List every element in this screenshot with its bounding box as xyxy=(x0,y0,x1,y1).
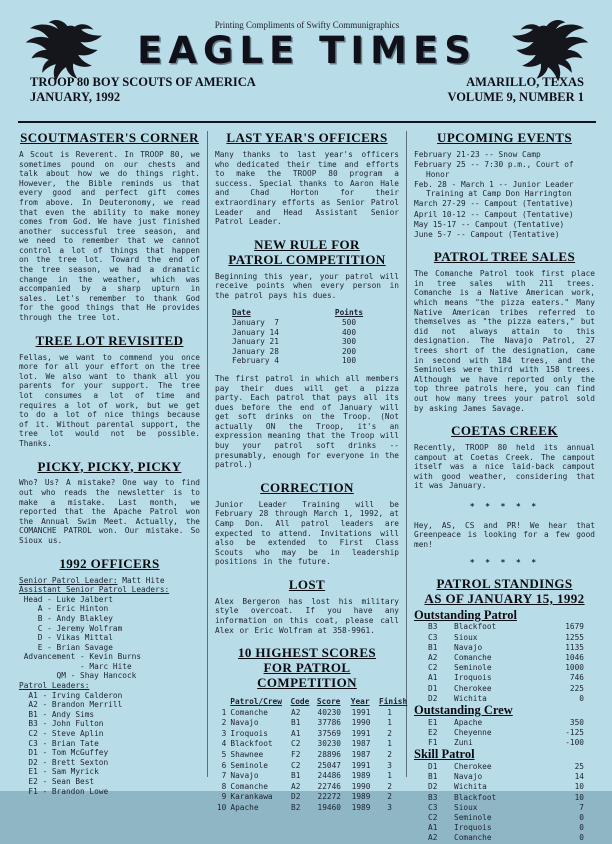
event-item: February 25 -- 7:30 p.m., Court of Honor xyxy=(414,160,574,179)
pl-label: Patrol Leaders: xyxy=(19,681,90,691)
high-score-row xyxy=(215,708,399,719)
score-cell: 22746 xyxy=(317,781,342,791)
section-picky xyxy=(19,460,200,546)
patrol-code: B3 xyxy=(428,622,438,632)
patrol-points: 1679 xyxy=(565,622,584,632)
crew-code: E1 xyxy=(428,717,438,727)
score-cell: 28896 xyxy=(317,750,342,760)
finish-cell: 1 xyxy=(387,718,392,728)
officer-line: A - Eric Hinton xyxy=(19,604,109,614)
section-new-rule xyxy=(215,238,399,470)
patrol-name: Blackfoot xyxy=(454,792,497,802)
issue-date: JANUARY, 1992 xyxy=(30,89,121,104)
dues-table xyxy=(232,308,382,366)
score-cell: 24486 xyxy=(317,771,342,781)
patrol-code: D2 xyxy=(428,782,438,792)
officer-line: B - Andy Blakley xyxy=(19,613,113,623)
crew-points: 350 xyxy=(569,717,584,727)
rank-cell: 7 xyxy=(221,771,227,781)
standings-group-title: Skill Patrol xyxy=(414,747,475,762)
standings-row xyxy=(414,823,595,833)
crew-name: Apache xyxy=(454,717,483,727)
officer-line: D - Vikas Mittal xyxy=(19,633,113,643)
event-item: April 10-12 -- Campout (Tentative) xyxy=(414,209,574,219)
column-left xyxy=(12,130,207,796)
standings-row xyxy=(414,673,595,683)
standings-row xyxy=(414,728,595,738)
section-body: A Scout is Reverent. In TROOP 80, we sometimes pound on our chests and talk about how we do things right. However, the Bible reminds us that every good and perfect gift comes from above. In Deuteronomy, we read that even the ability to make money comes from God. We have just finished another successful tree season, and we need to remember that we cannot control a lot of things that happen on the tree lot. Toward the end of the tree season, we had a dramatic change in the weather, which was accompanied by a sharp upturn in sales. Let's remember to thank God for the good things that He provides through the tree lot. xyxy=(19,149,200,323)
score-cell: 37569 xyxy=(317,728,342,738)
high-scores-header-row xyxy=(215,697,408,708)
patrol-cell: Iroquois xyxy=(230,728,268,738)
crew-name: Zuni xyxy=(454,738,473,748)
standings-row xyxy=(414,663,595,673)
finish-header: Finish xyxy=(379,697,408,707)
patrol-points: 225 xyxy=(569,683,584,693)
code-cell: C2 xyxy=(291,760,301,770)
aspl-list xyxy=(19,595,200,681)
patrol-name: Comanche xyxy=(454,653,492,663)
patrol-cell: Navajo xyxy=(230,771,259,781)
rank-header xyxy=(215,697,230,708)
patrol-points: 1135 xyxy=(565,642,584,652)
officer-line: - Marc Hite xyxy=(19,661,132,671)
section-body: Alex Bergeron has lost his military style overcoat. If you have any information on this coat, please call Alex or Eric Wolfram at 358-9961. xyxy=(215,596,399,635)
officer-line: C2 - Steve Aplin xyxy=(19,729,104,739)
stars-separator: * * * * * xyxy=(469,558,540,568)
section-high-scores xyxy=(215,645,408,813)
high-scores-rows xyxy=(215,708,399,814)
patrol-name: Sioux xyxy=(454,802,478,812)
event-item: March 27-29 -- Campout (Tentative) xyxy=(414,199,574,209)
code-cell: A1 xyxy=(291,728,301,738)
standings-row xyxy=(414,833,595,843)
rank-cell: 3 xyxy=(221,728,227,738)
high-score-row xyxy=(215,761,399,772)
standings-row xyxy=(414,643,595,653)
code-cell: A2 xyxy=(291,781,301,791)
section-body: Many thanks to last year's officers who dedicated their time and efforts to make the TROOP 80 program a success. Special thanks to Aaron Hale and Chad Horton for their extraordinary efforts as Senior Patrol Leader and Head Assistant Senior Patrol Leader. xyxy=(215,149,399,227)
score-cell: 40230 xyxy=(317,707,342,717)
column-middle xyxy=(207,130,408,812)
dues-rows xyxy=(232,318,382,366)
patrol-code: A2 xyxy=(428,833,438,843)
skill-patrol-rows xyxy=(414,762,595,844)
patrol-code: C3 xyxy=(428,802,438,812)
patrol-points: 0 xyxy=(579,693,584,703)
section-last-years-officers xyxy=(215,131,399,227)
patrol-name: Comanche xyxy=(454,833,492,843)
score-header: Score xyxy=(316,697,341,707)
section-title: CORRECTION xyxy=(260,479,354,495)
dues-points: 200 xyxy=(341,346,357,356)
dues-date: January 21 xyxy=(232,337,279,347)
patrol-points: 1255 xyxy=(565,632,584,642)
crew-points: -100 xyxy=(565,738,584,748)
patrol-name: Cherokee xyxy=(454,761,492,771)
standings-group-title: Outstanding Patrol xyxy=(414,607,517,622)
finish-cell: 1 xyxy=(387,739,392,749)
patrol-cell: Karankawa xyxy=(230,792,273,802)
code-cell: A2 xyxy=(291,707,301,717)
eagle-icon xyxy=(22,16,110,88)
rank-cell: 1 xyxy=(221,707,227,717)
section-title: PICKY, PICKY, PICKY xyxy=(37,458,182,474)
standings-row xyxy=(414,622,595,632)
code-cell: B2 xyxy=(291,803,301,812)
crew-code: E2 xyxy=(428,727,438,737)
finish-cell: 3 xyxy=(387,760,392,770)
section-title: LAST YEAR'S OFFICERS xyxy=(226,130,388,145)
year-cell: 1989 xyxy=(351,803,371,812)
patrol-name: Wichita xyxy=(454,782,487,792)
section-coetas-creek xyxy=(414,424,595,491)
section-title: SCOUTMASTER'S CORNER xyxy=(20,130,199,145)
section-title: LOST xyxy=(288,576,326,592)
standings-row xyxy=(414,633,595,643)
patrol-points: 25 xyxy=(574,761,584,771)
high-score-row xyxy=(215,792,399,803)
dues-points-header: Points xyxy=(334,308,364,318)
year-cell: 1991 xyxy=(351,728,371,738)
section-title: NEW RULE FOR PATROL COMPETITION xyxy=(228,236,386,267)
dues-points: 100 xyxy=(341,356,357,366)
officer-line: D1 - Tom McGuffey xyxy=(19,748,109,758)
dues-points: 300 xyxy=(341,337,357,347)
printer-credit: Printing Compliments of Swifty Communigraphics xyxy=(214,20,400,30)
patrol-cell: Comanche xyxy=(230,781,268,791)
officer-line: Head - Luke Jalbert xyxy=(19,594,113,604)
content-columns xyxy=(12,130,602,843)
event-item: Feb. 28 - March 1 -- Junior Leader Training at Camp Don Harrington xyxy=(414,179,574,199)
patrol-points: 1046 xyxy=(565,653,584,663)
patrol-code: D1 xyxy=(428,683,438,693)
rank-cell: 2 xyxy=(221,718,227,728)
patrol-code: A2 xyxy=(428,653,438,663)
patrol-points: 0 xyxy=(579,833,584,843)
section-title: PATROL TREE SALES xyxy=(433,249,576,265)
outstanding-crew-rows xyxy=(414,718,595,749)
code-cell: B1 xyxy=(291,771,301,781)
patrol-code: C2 xyxy=(428,812,438,822)
patrol-points: 1000 xyxy=(565,663,584,673)
officer-line: E1 - Sam Myrick xyxy=(19,767,99,777)
standings-row xyxy=(414,813,595,823)
dues-row xyxy=(232,328,382,338)
dues-row xyxy=(232,318,382,328)
standings-row xyxy=(414,762,595,772)
high-score-row xyxy=(215,771,399,782)
code-cell: D2 xyxy=(291,792,301,802)
section-title: COETAS CREEK xyxy=(451,423,558,439)
score-cell: 30230 xyxy=(317,739,342,749)
dues-points: 400 xyxy=(341,327,357,337)
section-lost xyxy=(215,578,399,635)
patrol-code: A1 xyxy=(428,673,438,683)
high-score-row xyxy=(215,729,399,740)
dues-date: January 7 xyxy=(232,317,279,327)
spl-label: Senior Patrol Leader: xyxy=(19,575,118,585)
patrol-cell: Comanche xyxy=(230,707,268,717)
section-title: PATROL STANDINGS AS OF JANUARY 15, 1992 xyxy=(424,576,585,606)
patrol-name: Sioux xyxy=(454,632,478,642)
patrol-name: Iroquois xyxy=(454,673,492,683)
masthead xyxy=(12,14,602,114)
finish-cell: 1 xyxy=(387,771,392,781)
dues-row xyxy=(232,347,382,357)
officer-line: QM - Shay Hancock xyxy=(19,671,137,681)
score-cell: 25047 xyxy=(317,760,342,770)
score-cell: 22272 xyxy=(317,792,342,802)
patrol-code: A1 xyxy=(428,823,438,833)
officer-line: B3 - John Fulton xyxy=(19,719,104,729)
standings-row xyxy=(414,653,595,663)
officer-line: E - Brian Savage xyxy=(19,642,113,652)
score-cell: 19460 xyxy=(317,803,342,812)
officer-line: A2 - Brandon Merrill xyxy=(19,700,123,710)
patrol-points: 10 xyxy=(574,792,584,802)
patrol-code: B3 xyxy=(428,792,438,802)
patrol-code: B1 xyxy=(428,772,438,782)
section-correction xyxy=(215,481,399,567)
crew-name: Cheyenne xyxy=(454,727,492,737)
patrol-name: Seminole xyxy=(454,812,492,822)
patrol-points: 14 xyxy=(574,772,584,782)
high-scores-table xyxy=(215,697,408,814)
crew-points: -125 xyxy=(565,727,584,737)
finish-cell: 3 xyxy=(387,803,392,812)
patrol-code: B1 xyxy=(428,642,438,652)
section-patrol-standings xyxy=(414,577,595,844)
section-title: 10 HIGHEST SCORES FOR PATROL COMPETITION xyxy=(237,645,377,691)
patrol-cell: Seminole xyxy=(230,760,268,770)
section-scoutmasters-corner xyxy=(19,131,200,323)
section-1992-officers xyxy=(19,557,200,797)
year-cell: 1991 xyxy=(351,707,371,717)
patrol-name: Iroquois xyxy=(454,823,492,833)
standings-row xyxy=(414,782,595,792)
patrol-cell: Navajo xyxy=(230,718,259,728)
score-cell: 37786 xyxy=(317,718,342,728)
patrol-code: D1 xyxy=(428,761,438,771)
section-body: Recently, TROOP 80 held its annual campout at Coetas Creek. The campout itself was a nice laid-back campout with good weather, considering that it was January. xyxy=(414,443,595,491)
greenpeace-note: Hey, AS, CS and PR! We hear that Greenpeace is looking for a few good men! xyxy=(414,520,595,549)
event-item: June 5-7 -- Campout (Tentative) xyxy=(414,229,560,239)
dues-header-row xyxy=(232,308,382,318)
patrol-cell: Blackfoot xyxy=(230,739,273,749)
section-title: 1992 OFFICERS xyxy=(59,555,160,571)
patrol-points: 0 xyxy=(579,812,584,822)
patrol-code: D2 xyxy=(428,693,438,703)
section-body: Fellas, we want to commend you once more for all your effort on the tree lot. We also want to thank all you parents for your support. The tree lot consumes a lot of time and requires a lot of work, but we get to do a lot of nice things because of it. Without parental support, the tree lot would not be possible. Thanks. xyxy=(19,352,200,448)
standings-row xyxy=(414,803,595,813)
outstanding-patrol-rows xyxy=(414,622,595,704)
year-cell: 1990 xyxy=(351,718,371,728)
code-cell: B1 xyxy=(291,718,301,728)
officer-line: C3 - Brian Tate xyxy=(19,738,99,748)
patrol-name: Navajo xyxy=(454,642,483,652)
event-item: May 15-17 -- Campout (Tentative) xyxy=(414,219,565,229)
officer-line: E2 - Sean Best xyxy=(19,777,95,786)
eagle-icon xyxy=(504,16,592,88)
masthead-divider xyxy=(18,121,596,123)
patrol-code: C3 xyxy=(428,632,438,642)
high-score-row xyxy=(215,739,399,750)
new-rule-intro: Beginning this year, your patrol will receive points when every person in the patrol pays his dues. xyxy=(215,271,399,300)
finish-cell: 2 xyxy=(387,750,392,760)
dues-points: 500 xyxy=(341,317,357,327)
patrol-points: 7 xyxy=(579,802,584,812)
rank-cell: 8 xyxy=(221,781,227,791)
dues-date: February 4 xyxy=(232,356,279,366)
patrol-header: Patrol/Crew xyxy=(230,697,282,707)
section-body: The Comanche Patrol took first place in tree sales with 211 trees. Comanche is a Native American work, which means "the pizza eaters." Many Native American tribes referred to themselves as "the pizza eaters," but did not always attain to this designation. The Navajo Patrol, 27 trees short of the designation, came in second with 184 trees, and the Seminoles were third with 158 trees. Although we have reported only the top three patrols here, you can find out how many trees your patrol sold by asking James Savage. xyxy=(414,269,595,413)
high-score-row xyxy=(215,803,399,814)
aspl-label: Assistant Senior Patrol Leaders: xyxy=(19,585,170,595)
code-cell: F2 xyxy=(291,750,301,760)
code-cell: C2 xyxy=(291,739,301,749)
rank-cell: 4 xyxy=(221,739,227,749)
section-body: Who? Us? A mistake? One way to find out who reads the newsletter is to make a mistake. Last month, we reported that the Apache Patrol won the Annual Swim Meet. Actually, the COMANCHE PATROL won. Our mistake. So Sioux us. xyxy=(19,478,200,545)
stars-separator: * * * * * xyxy=(469,502,540,512)
officer-line: Advancement - Kevin Burns xyxy=(19,652,142,662)
patrol-name: Navajo xyxy=(454,772,483,782)
newsletter-title: EAGLE TIMES xyxy=(137,29,477,72)
finish-cell: 1 xyxy=(387,707,392,717)
location-line: AMARILLO, TEXAS xyxy=(466,74,584,89)
rank-cell: 5 xyxy=(221,750,227,760)
year-cell: 1991 xyxy=(351,760,371,770)
patrol-name: Blackfoot xyxy=(454,622,497,632)
patrol-name: Cherokee xyxy=(454,683,492,693)
patrol-cell: Apache xyxy=(230,803,259,812)
patrol-name: Seminole xyxy=(454,663,492,673)
officer-line: B1 - Andy Sims xyxy=(19,709,95,719)
dues-date: January 14 xyxy=(232,327,279,337)
high-score-row xyxy=(215,782,399,793)
year-cell: 1987 xyxy=(351,750,371,760)
section-upcoming-events xyxy=(414,131,595,239)
volume-line: VOLUME 9, NUMBER 1 xyxy=(447,89,584,104)
new-rule-outro: The first patrol in which all members pay their dues will get a pizza party. Each patrol that pays all its dues before the end of January will get soft drinks on the Troop. (Not actually ON the Troop, it's an expression meaning that the Troop will buy your patrol soft drinks -- presumably, enough for everyone in the patrol.) xyxy=(215,373,399,470)
org-line: TROOP 80 BOY SCOUTS OF AMERICA xyxy=(30,74,256,89)
rank-cell: 6 xyxy=(221,760,227,770)
year-cell: 1989 xyxy=(351,792,371,802)
patrol-cell: Shawnee xyxy=(230,750,264,760)
year-cell: 1990 xyxy=(351,781,371,791)
high-score-row xyxy=(215,750,399,761)
section-body: Junior Leader Training will be February 28 through March 1, 1992, at Camp Don. All patrol leaders are expected to attend. Invitations will also be extended to First Class Scouts who may be in leadership positions in the future. xyxy=(215,499,399,567)
finish-cell: 2 xyxy=(387,728,392,738)
dues-row xyxy=(232,356,382,366)
officer-line: A1 - Irving Calderon xyxy=(19,690,123,700)
crew-code: F1 xyxy=(428,738,438,748)
dues-date: January 28 xyxy=(232,346,279,356)
standings-row xyxy=(414,718,595,728)
dues-row xyxy=(232,337,382,347)
patrol-points: 0 xyxy=(579,823,584,833)
finish-cell: 2 xyxy=(387,781,392,791)
high-score-row xyxy=(215,718,399,729)
events-list xyxy=(414,150,595,239)
section-title: UPCOMING EVENTS xyxy=(437,130,572,145)
rank-cell: 9 xyxy=(221,792,227,802)
standings-row xyxy=(414,684,595,694)
section-tree-lot-revisited xyxy=(19,334,200,449)
spl-line xyxy=(19,576,200,586)
patrol-name: Wichita xyxy=(454,693,487,703)
rank-cell: 10 xyxy=(216,803,227,812)
spl-value: Matt Hite xyxy=(117,575,165,585)
officer-line: C - Jeremy Wolfram xyxy=(19,623,123,633)
section-patrol-tree-sales xyxy=(414,250,595,413)
year-header: Year xyxy=(350,697,370,707)
column-right xyxy=(407,130,602,843)
officer-line: D2 - Brett Sexton xyxy=(19,757,109,767)
standings-row xyxy=(414,772,595,782)
code-header: Code xyxy=(290,697,310,707)
patrol-points: 10 xyxy=(574,782,584,792)
patrol-leader-list xyxy=(19,691,200,797)
year-cell: 1987 xyxy=(351,739,371,749)
standings-row xyxy=(414,793,595,803)
year-cell: 1989 xyxy=(351,771,371,781)
event-item: February 21-23 -- Snow Camp xyxy=(414,149,541,159)
patrol-points: 746 xyxy=(569,673,584,683)
dues-date-header: Date xyxy=(232,308,251,318)
section-title: TREE LOT REVISITED xyxy=(35,332,184,348)
standings-group-title: Outstanding Crew xyxy=(414,703,513,718)
patrol-code: C2 xyxy=(428,663,438,673)
officer-line: F1 - Brandon Lowe xyxy=(19,786,109,796)
finish-cell: 2 xyxy=(387,792,392,802)
